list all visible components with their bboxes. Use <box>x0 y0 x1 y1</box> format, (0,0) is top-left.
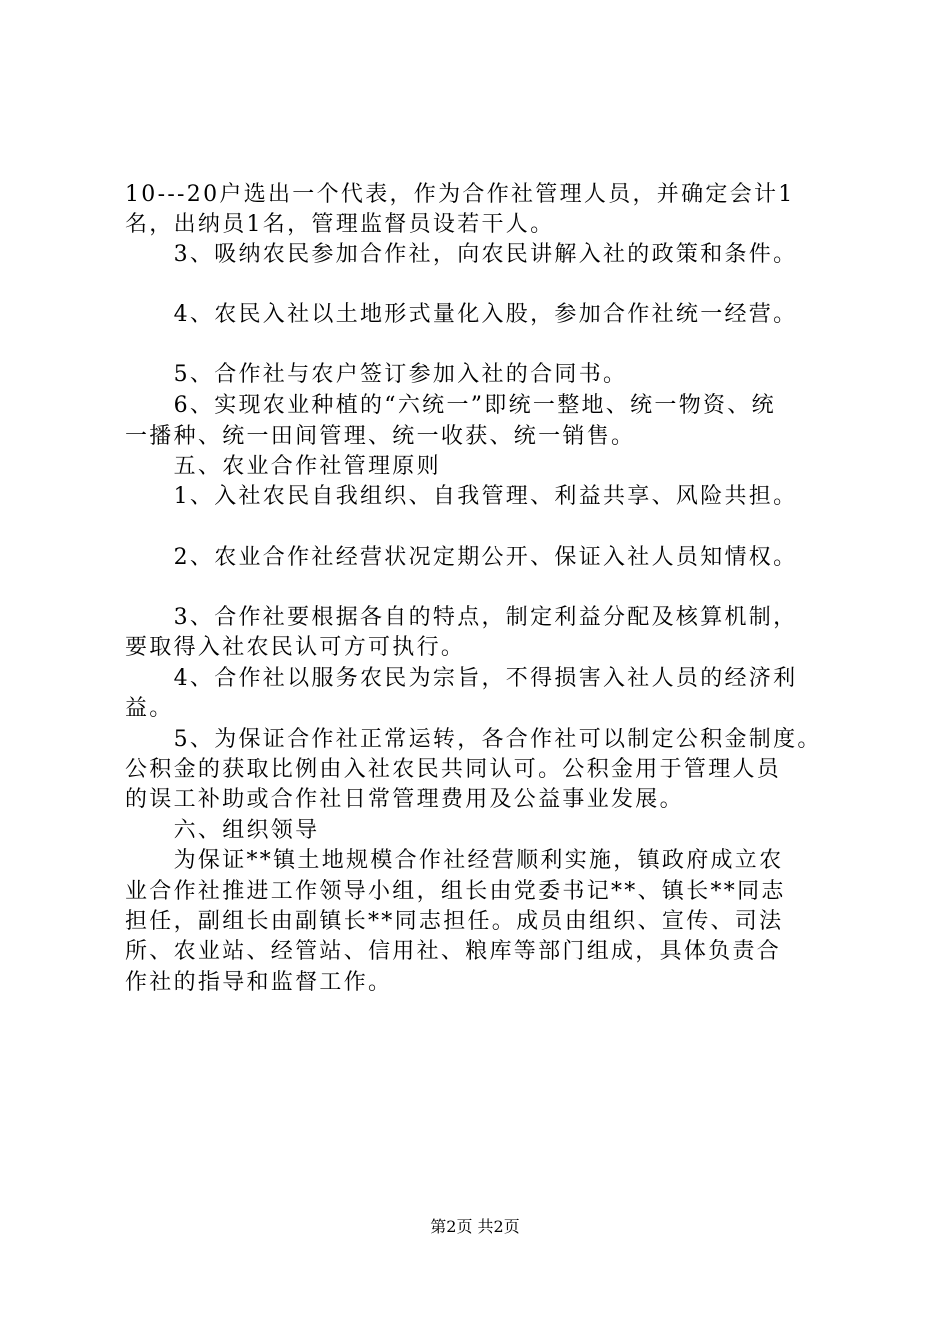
body-text-line: 3、合作社要根据各自的特点，制定利益分配及核算机制， <box>125 605 798 630</box>
body-text-line: 2、农业合作社经营状况定期公开、保证入社人员知情权。 <box>125 545 798 570</box>
body-text-line: 5、为保证合作社正常运转，各合作社可以制定公积金制度。 <box>125 727 822 752</box>
body-text-line: 为保证**镇土地规模合作社经营顺利实施，镇政府成立农 <box>125 848 784 873</box>
section-heading: 五、农业合作社管理原则 <box>125 454 441 479</box>
body-text-line: 担任，副组长由副镇长**同志担任。成员由组织、宣传、司法 <box>125 909 784 934</box>
body-text-line: 所、农业站、经管站、信用社、粮库等部门组成，具体负责合 <box>125 939 782 964</box>
body-text-line: 名，出纳员1名，管理监督员设若干人。 <box>125 212 555 237</box>
page-number-footer: 第2页 共2页 <box>430 1217 520 1236</box>
body-text-line: 4、合作社以服务农民为宗旨，不得损害入社人员的经济利 <box>125 666 798 691</box>
body-text-line: 5、合作社与农户签订参加入社的合同书。 <box>125 362 628 387</box>
body-text-line: 的误工补助或合作社日常管理费用及公益事业发展。 <box>125 787 684 812</box>
body-text-line: 作社的指导和监督工作。 <box>125 970 393 995</box>
body-text-line: 3、吸纳农民参加合作社，向农民讲解入社的政策和条件。 <box>125 242 798 267</box>
body-text-line: 6、实现农业种植的“六统一”即统一整地、统一物资、统 <box>125 393 776 418</box>
body-text-line: 一播种、统一田间管理、统一收获、统一销售。 <box>125 424 636 449</box>
body-text-line: 益。 <box>125 696 174 721</box>
body-text-line: 要取得入社农民认可方可执行。 <box>125 635 466 660</box>
section-heading: 六、组织领导 <box>125 818 320 843</box>
body-text-line: 4、农民入社以土地形式量化入股，参加合作社统一经营。 <box>125 302 798 327</box>
body-text-line: 1、入社农民自我组织、自我管理、利益共享、风险共担。 <box>125 484 798 509</box>
body-text-line: 10---20户选出一个代表，作为合作社管理人员，并确定会计1 <box>125 182 795 207</box>
body-text-line: 业合作社推进工作领导小组，组长由党委书记**、镇长**同志 <box>125 879 786 904</box>
body-text-line: 公积金的获取比例由入社农民共同认可。公积金用于管理人员 <box>125 757 782 782</box>
